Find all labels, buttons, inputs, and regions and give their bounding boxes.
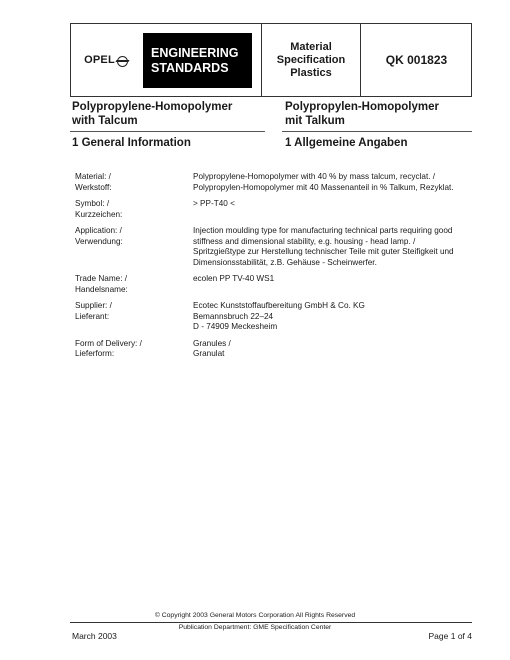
info-row [75,274,475,295]
mss-line-2: Specification [276,53,346,66]
document-code: QK 001823 [385,53,448,67]
engineering-standards-block [143,33,252,88]
material-specification-block [262,24,360,96]
section-heading-english: 1 General Information [72,137,191,149]
mss-line-3: Plastics [290,66,332,79]
info-label [75,199,193,220]
publication-department: Publication Department: GME Specification Center [178,624,332,631]
info-label-line: Werkstoff: [75,182,112,192]
info-row [75,301,475,333]
page-number: Page 1 of 4 [428,631,472,641]
standards-label: STANDARDS [151,60,229,75]
info-label-line: Kurzzeichen: [75,209,123,219]
title-underline [70,131,265,132]
title-english-line: with Talcum [72,115,138,127]
general-information-table [75,172,475,366]
title-english-line: Polypropylene-Homopolymer [72,101,233,113]
info-row [75,172,475,193]
document-header [70,23,472,97]
opel-blitz-icon [117,56,128,67]
info-label [75,226,193,268]
copyright-notice: © Copyright 2003 General Motors Corporation All Rights Reserved [154,612,356,619]
footer-divider [70,622,472,623]
title-german [285,100,439,128]
info-value [193,274,475,295]
info-label-line: Lieferform: [75,349,115,358]
info-value-line: Injection moulding type for manufacturing technical parts requiring good [193,226,453,235]
engineering-label: ENGINEERING [151,45,239,60]
info-value-line: Polypropylen-Homopolymer mit 40 Massenanteil in % Talkum, Rezyklat. [193,182,454,192]
info-value-line: Ecotec Kunststoffaufbereitung GmbH & Co. KG [193,301,365,310]
info-value-line: Dimensionsstabilität, z.B. Gehäuse - Scheinwerfer. [193,257,377,267]
info-label-line: Application: / [75,226,122,235]
info-row [75,339,475,360]
info-label-line: Lieferant: [75,311,110,321]
mss-line-1: Material [290,40,332,53]
info-row [75,226,475,268]
info-label-line: Supplier: / [75,301,112,310]
info-label-line: Form of Delivery: / [75,338,142,348]
info-value [193,172,475,193]
info-label [75,172,193,193]
title-german-line: Polypropylen-Homopolymer [285,101,439,113]
info-value-line: stiffness and dimensional stability, e.g. housing - head lamp. / [193,236,416,246]
info-value-line: > PP-T40 < [193,199,235,208]
opel-logo-text: OPEL [84,54,115,66]
title-english [72,100,232,128]
publication-date: March 2003 [72,631,117,641]
opel-logo [71,24,141,96]
info-value-line: Spritzgießtype zur Herstellung technischer Teile mit guter Steifigkeit und [193,247,454,256]
info-label [75,339,193,360]
info-value-line: D - 74909 Meckesheim [193,322,278,331]
info-label [75,301,193,333]
section-heading-german: 1 Allgemeine Angaben [285,137,408,149]
info-label-line: Symbol: / [75,199,110,208]
info-value-line: Granules / [193,338,231,348]
info-value-line: Bemannsbruch 22–24 [193,311,274,321]
info-label [75,274,193,295]
info-row [75,199,475,220]
title-underline [282,131,472,132]
info-value-line: Polypropylene-Homopolymer with 40 % by mass talcum, recyclat. / [193,172,436,181]
info-label-line: Trade Name: / [75,274,128,283]
info-value [193,339,475,360]
info-value [193,199,475,220]
info-label-line: Material: / [75,172,111,181]
info-label-line: Verwendung: [75,236,123,246]
info-value [193,226,475,268]
title-german-line: mit Talkum [285,115,345,127]
info-value-line: Granulat [193,349,225,358]
info-value-line: ecolen PP TV-40 WS1 [193,274,275,283]
info-value [193,301,475,333]
info-label-line: Handelsname: [75,284,128,294]
